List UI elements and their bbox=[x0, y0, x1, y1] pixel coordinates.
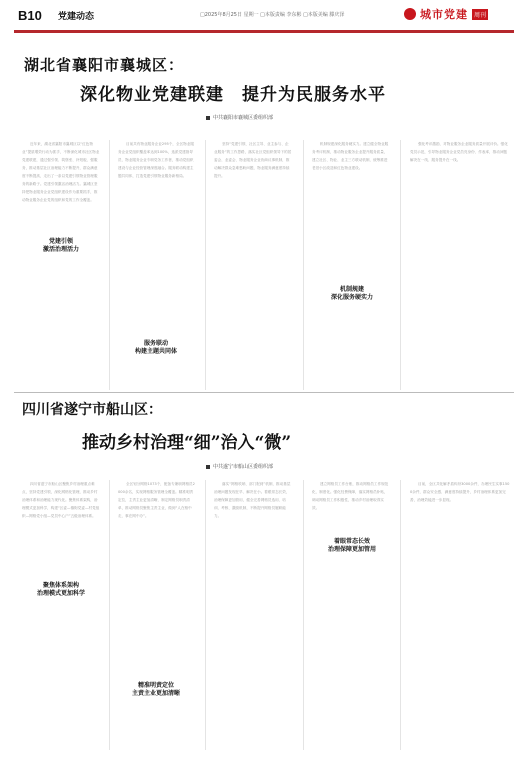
article2-subhead-3: 着眼常态长效 治理保障更加管用 bbox=[327, 538, 376, 553]
column-rule bbox=[303, 140, 304, 390]
column-rule bbox=[400, 480, 401, 750]
article2-column-5: 目前，全区共化解矛盾纠纷3000余件，办理民生实事1500余件，群众安全感、满意度持续提升，乡村治理体系更加完善，治理效能进一步显现。 bbox=[410, 482, 510, 502]
article1-subhead-1: 党建引领 激活治理活力 bbox=[42, 238, 79, 253]
article1-column-1: 近年来，湖北省襄阳市襄城区以“红色物业”提质增效行动为抓手，不断深化城市社区物业党建联建，通过强引领、筑堡垒、补短板、强服务，推动基层社区治理能力不断提升，群众满意度不断提高，走出了一条以党建引领物业管理服务的新路子。党建引领激活治理活力。襄城区坚持把物业服务企业党组织建设作为重要抓手，推动物业服务企业党的组织和党的工作全覆盖。 bbox=[22, 142, 100, 202]
article2-title-line2: 推动乡村治理“细”治入“微” bbox=[82, 433, 292, 453]
article2-column-4: 建立网格员工作台账，推动网格员工作规范化、制度化。强化经费保障，落实网格员补贴，调动网格员工作积极性，推动乡村治理取得实效。 bbox=[312, 482, 389, 510]
byline-square-icon bbox=[206, 116, 210, 120]
column-rule bbox=[400, 140, 401, 390]
article2-column-3: 落实“网格吹哨、部门报到”机制，推动基层治理问题发现在早、解决在小。着眼常态长效，治理保障更加管用，健全完善网格员选用、培训、考核、激励机制，不断提升网格员履职能力。 bbox=[214, 482, 291, 518]
article1-column-5: 强化考评激励，对物业服务企业服务质量开展评价。强化党员示范，引导物业服务企业党员亮身份、作表率，推动问题解决在一线、服务提升在一线。 bbox=[410, 142, 508, 162]
header-rule bbox=[14, 30, 514, 33]
page-header bbox=[0, 0, 531, 34]
article1-title-line1: 湖北省襄阳市襄城区： bbox=[24, 56, 185, 74]
column-rule bbox=[303, 480, 304, 750]
newspaper-logo bbox=[404, 6, 488, 22]
article2-title-line1: 四川省遂宁市船山区： bbox=[22, 402, 162, 418]
article2-subhead-1: 聚焦体系架构 治理模式更加科学 bbox=[36, 582, 85, 597]
article1-byline-text: 中共襄阳市襄城区委组织部 bbox=[213, 115, 274, 121]
article2-column-1: 四川省遂宁市船山区聚焦乡村治理重点难点，坚持党建引领，深化网格化管理，推动乡村治理体系和治理能力现代化。聚焦体系架构，治理模式更加科学，构建“区委—镇街党委—村党组织—网格党小组—党员中心户”五级治理体系。 bbox=[22, 482, 100, 518]
issue-meta: □2025年8月25日 星期一 □本版责编 李东彬 □本版美编 滕庆泽 bbox=[200, 12, 345, 18]
column-rule bbox=[109, 140, 110, 390]
article1-subhead-2: 服务联动 构建主题共同体 bbox=[134, 340, 177, 355]
article2-subhead-2: 精准明责定位 主责主业更加清晰 bbox=[131, 682, 180, 697]
article1-column-2: 目前共有物业服务企业295个，全区物业服务企业党组织覆盖率达到100%，选派党建指导员、物业服务企业专职党务工作者，推动党组织建设与企业经营管理深度融合。服务联动构建主题共同体，打造党建引领物业服务新格局。 bbox=[118, 142, 194, 178]
section-title: 党建动态 bbox=[58, 12, 95, 22]
logo-text: 城市党建 bbox=[420, 8, 468, 21]
column-rule bbox=[205, 140, 206, 390]
article1-subhead-3: 机制规建 深化服务硬实力 bbox=[330, 286, 373, 301]
article2-byline-text: 中共遂宁市船山区委组织部 bbox=[213, 464, 274, 470]
article2-byline bbox=[206, 463, 273, 470]
logo-tag: 周刊 bbox=[472, 9, 488, 20]
byline-square-icon bbox=[206, 465, 210, 469]
article1-title-line2: 深化物业党建联建 提升为民服务水平 bbox=[80, 85, 386, 105]
article2-column-2: 全区划分网格1073个，配备专兼职网格员2000余名，实现网格服务管理全覆盖。精准明责定位，主责主业更加清晰，制定网格员职责清单，推动网格员聚焦主责主业，做到“人在格中走、事在网中办”。 bbox=[118, 482, 195, 518]
column-rule bbox=[205, 480, 206, 750]
article1-column-3: 坚持“党建引领、社区主导、业主参与、企业服务”的工作思路，落实社区党组织领导下的居委会、业委会、物业服务企业协商议事机制，推动解决群众急难愁盼问题，物业服务满意度持续提升。 bbox=[214, 142, 292, 178]
column-rule bbox=[109, 480, 110, 750]
article-divider bbox=[14, 392, 514, 393]
party-emblem-icon bbox=[404, 8, 416, 20]
article1-column-4: 机制规建深化服务硬实力。建立健全物业服务考评机制，推动物业服务企业提升服务质量，建立社区、物业、业主三方联动机制，统筹推进老旧小区改造和红色物业建设。 bbox=[312, 142, 389, 170]
article1-byline bbox=[206, 114, 273, 121]
page-number: B10 bbox=[18, 8, 42, 23]
